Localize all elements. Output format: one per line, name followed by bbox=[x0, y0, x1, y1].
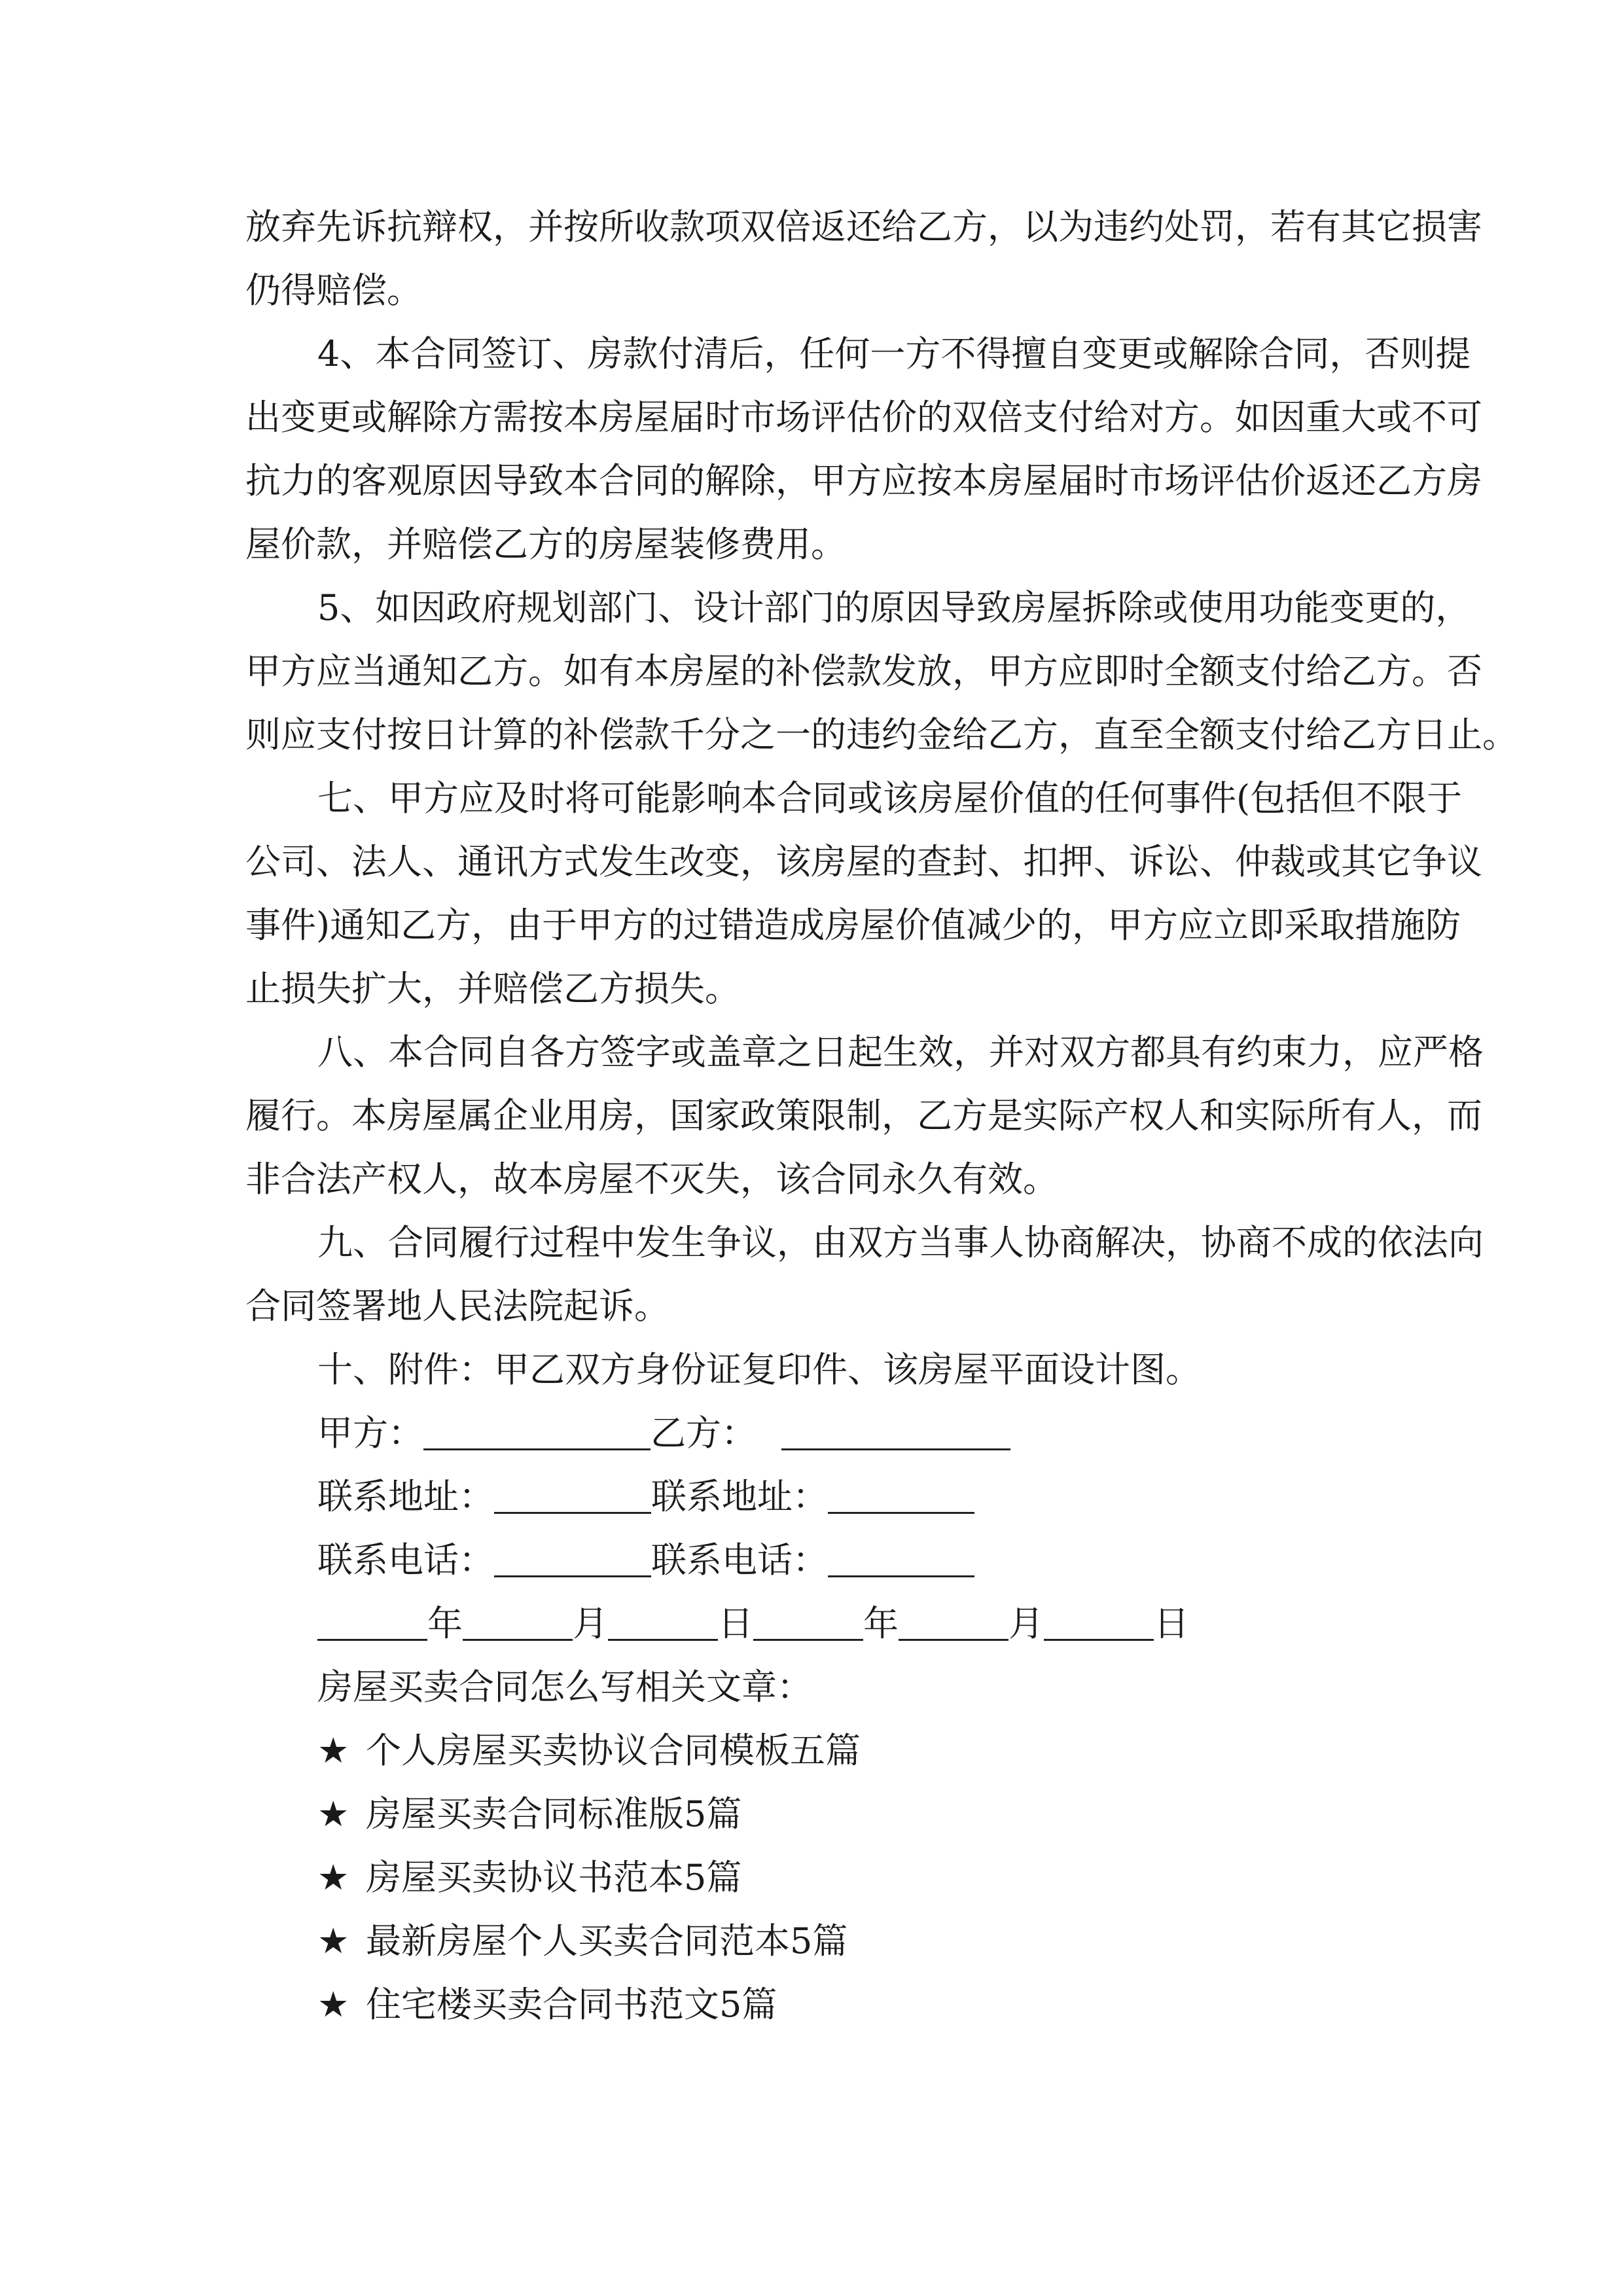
date-blank bbox=[753, 1600, 863, 1641]
date-unit-label: 月 bbox=[1008, 1603, 1044, 1644]
paragraph-line: 公司、法人、通讯方式发生改变，该房屋的查封、扣押、诉讼、仲裁或其它争议 bbox=[245, 841, 1482, 882]
related-article-title: 个人房屋买卖协议合同模板五篇 bbox=[366, 1730, 861, 1771]
related-article-title: 最新房屋个人买卖合同范本5篇 bbox=[366, 1920, 848, 1962]
party-a-blank bbox=[423, 1409, 651, 1450]
phone-b-blank bbox=[828, 1536, 974, 1577]
phone-b-label: 联系电话： bbox=[651, 1539, 828, 1581]
document-page bbox=[245, 195, 1518, 2036]
signature-party-row bbox=[245, 1401, 1384, 1465]
paragraph-line: 4、本合同签订、房款付清后，任何一方不得擅自变更或解除合同，否则提 bbox=[317, 333, 1471, 374]
party-b-label: 乙方： bbox=[651, 1412, 757, 1454]
related-article-title: 房屋买卖合同标准版5篇 bbox=[366, 1793, 742, 1835]
date-blank bbox=[463, 1600, 573, 1641]
star-icon: ★ bbox=[317, 1730, 349, 1771]
contract-body bbox=[245, 195, 1518, 1401]
related-article-link[interactable] bbox=[245, 1973, 1384, 2036]
party-a-label: 甲方： bbox=[317, 1412, 423, 1454]
address-a-blank bbox=[494, 1473, 651, 1514]
related-article-link[interactable] bbox=[245, 1909, 1384, 1973]
paragraph-line: 仍得赔偿。 bbox=[245, 270, 422, 311]
paragraph-line: 则应支付按日计算的补偿款千分之一的违约金给乙方，直至全额支付给乙方日止。 bbox=[245, 714, 1518, 755]
phone-a-label: 联系电话： bbox=[317, 1539, 494, 1581]
paragraph-line: 出变更或解除方需按本房屋届时市场评估价的双倍支付给对方。如因重大或不可 bbox=[245, 397, 1482, 438]
paragraph-line: 合同签署地人民法院起诉。 bbox=[245, 1285, 669, 1327]
star-icon: ★ bbox=[317, 1920, 349, 1962]
paragraph bbox=[245, 322, 1482, 576]
date-blank bbox=[899, 1600, 1008, 1641]
date-unit-label: 年 bbox=[863, 1603, 899, 1644]
date-unit-label: 日 bbox=[718, 1603, 753, 1644]
star-icon: ★ bbox=[317, 1793, 349, 1835]
paragraph bbox=[245, 195, 1482, 322]
paragraph bbox=[245, 1338, 1384, 1401]
signature-address-row bbox=[245, 1465, 1384, 1528]
address-b-label: 联系地址： bbox=[651, 1476, 828, 1517]
address-a-label: 联系地址： bbox=[317, 1476, 494, 1517]
related-heading: 房屋买卖合同怎么写相关文章： bbox=[317, 1666, 812, 1708]
paragraph-line: 八、本合同自各方签字或盖章之日起生效，并对双方都具有约束力，应严格 bbox=[317, 1031, 1484, 1073]
paragraph-line: 放弃先诉抗辩权，并按所收款项双倍返还给乙方，以为违约处罚，若有其它损害 bbox=[245, 206, 1482, 247]
date-unit-label: 年 bbox=[427, 1603, 463, 1644]
paragraph bbox=[245, 766, 1482, 1020]
paragraph-line: 非合法产权人，故本房屋不灭失，该合同永久有效。 bbox=[245, 1158, 1058, 1200]
paragraph-line: 屋价款，并赔偿乙方的房屋装修费用。 bbox=[245, 524, 846, 565]
signature-date-row bbox=[245, 1592, 1384, 1655]
related-article-link[interactable] bbox=[245, 1846, 1384, 1909]
star-icon: ★ bbox=[317, 1857, 349, 1898]
paragraph-line: 抗力的客观原因导致本合同的解除，甲方应按本房屋届时市场评估价返还乙方房 bbox=[245, 460, 1482, 501]
paragraph bbox=[245, 1020, 1484, 1211]
paragraph-line: 七、甲方应及时将可能影响本合同或该房屋价值的任何事件(包括但不限于 bbox=[317, 778, 1463, 819]
date-unit-label: 日 bbox=[1154, 1603, 1189, 1644]
related-article-title: 房屋买卖协议书范本5篇 bbox=[366, 1857, 742, 1898]
party-b-blank bbox=[781, 1409, 1010, 1450]
address-b-blank bbox=[828, 1473, 974, 1514]
date-blank bbox=[317, 1600, 427, 1641]
paragraph-line: 事件)通知乙方，由于甲方的过错造成房屋价值减少的，甲方应立即采取措施防 bbox=[245, 905, 1461, 946]
date-blank bbox=[608, 1600, 718, 1641]
paragraph bbox=[245, 1211, 1484, 1338]
star-icon: ★ bbox=[317, 1984, 349, 2025]
related-article-link[interactable] bbox=[245, 1782, 1384, 1846]
related-list bbox=[245, 1719, 1384, 2036]
related-article-title: 住宅楼买卖合同书范文5篇 bbox=[366, 1984, 777, 2025]
paragraph-line: 履行。本房屋属企业用房，国家政策限制，乙方是实际产权人和实际所有人，而 bbox=[245, 1095, 1482, 1136]
related-article-link[interactable] bbox=[245, 1719, 1384, 1782]
paragraph-line: 甲方应当通知乙方。如有本房屋的补偿款发放，甲方应即时全额支付给乙方。否 bbox=[245, 651, 1482, 692]
paragraph-line: 九、合同履行过程中发生争议，由双方当事人协商解决，协商不成的依法向 bbox=[317, 1222, 1484, 1263]
paragraph-line: 5、如因政府规划部门、设计部门的原因导致房屋拆除或使用功能变更的， bbox=[317, 587, 1471, 628]
paragraph-line: 十、附件：甲乙双方身份证复印件、该房屋平面设计图。 bbox=[317, 1349, 1201, 1390]
date-unit-label: 月 bbox=[573, 1603, 608, 1644]
paragraph bbox=[245, 576, 1518, 766]
phone-a-blank bbox=[494, 1536, 651, 1577]
date-blank bbox=[1044, 1600, 1154, 1641]
paragraph-line: 止损失扩大，并赔偿乙方损失。 bbox=[245, 968, 740, 1009]
signature-phone-row bbox=[245, 1528, 1384, 1592]
